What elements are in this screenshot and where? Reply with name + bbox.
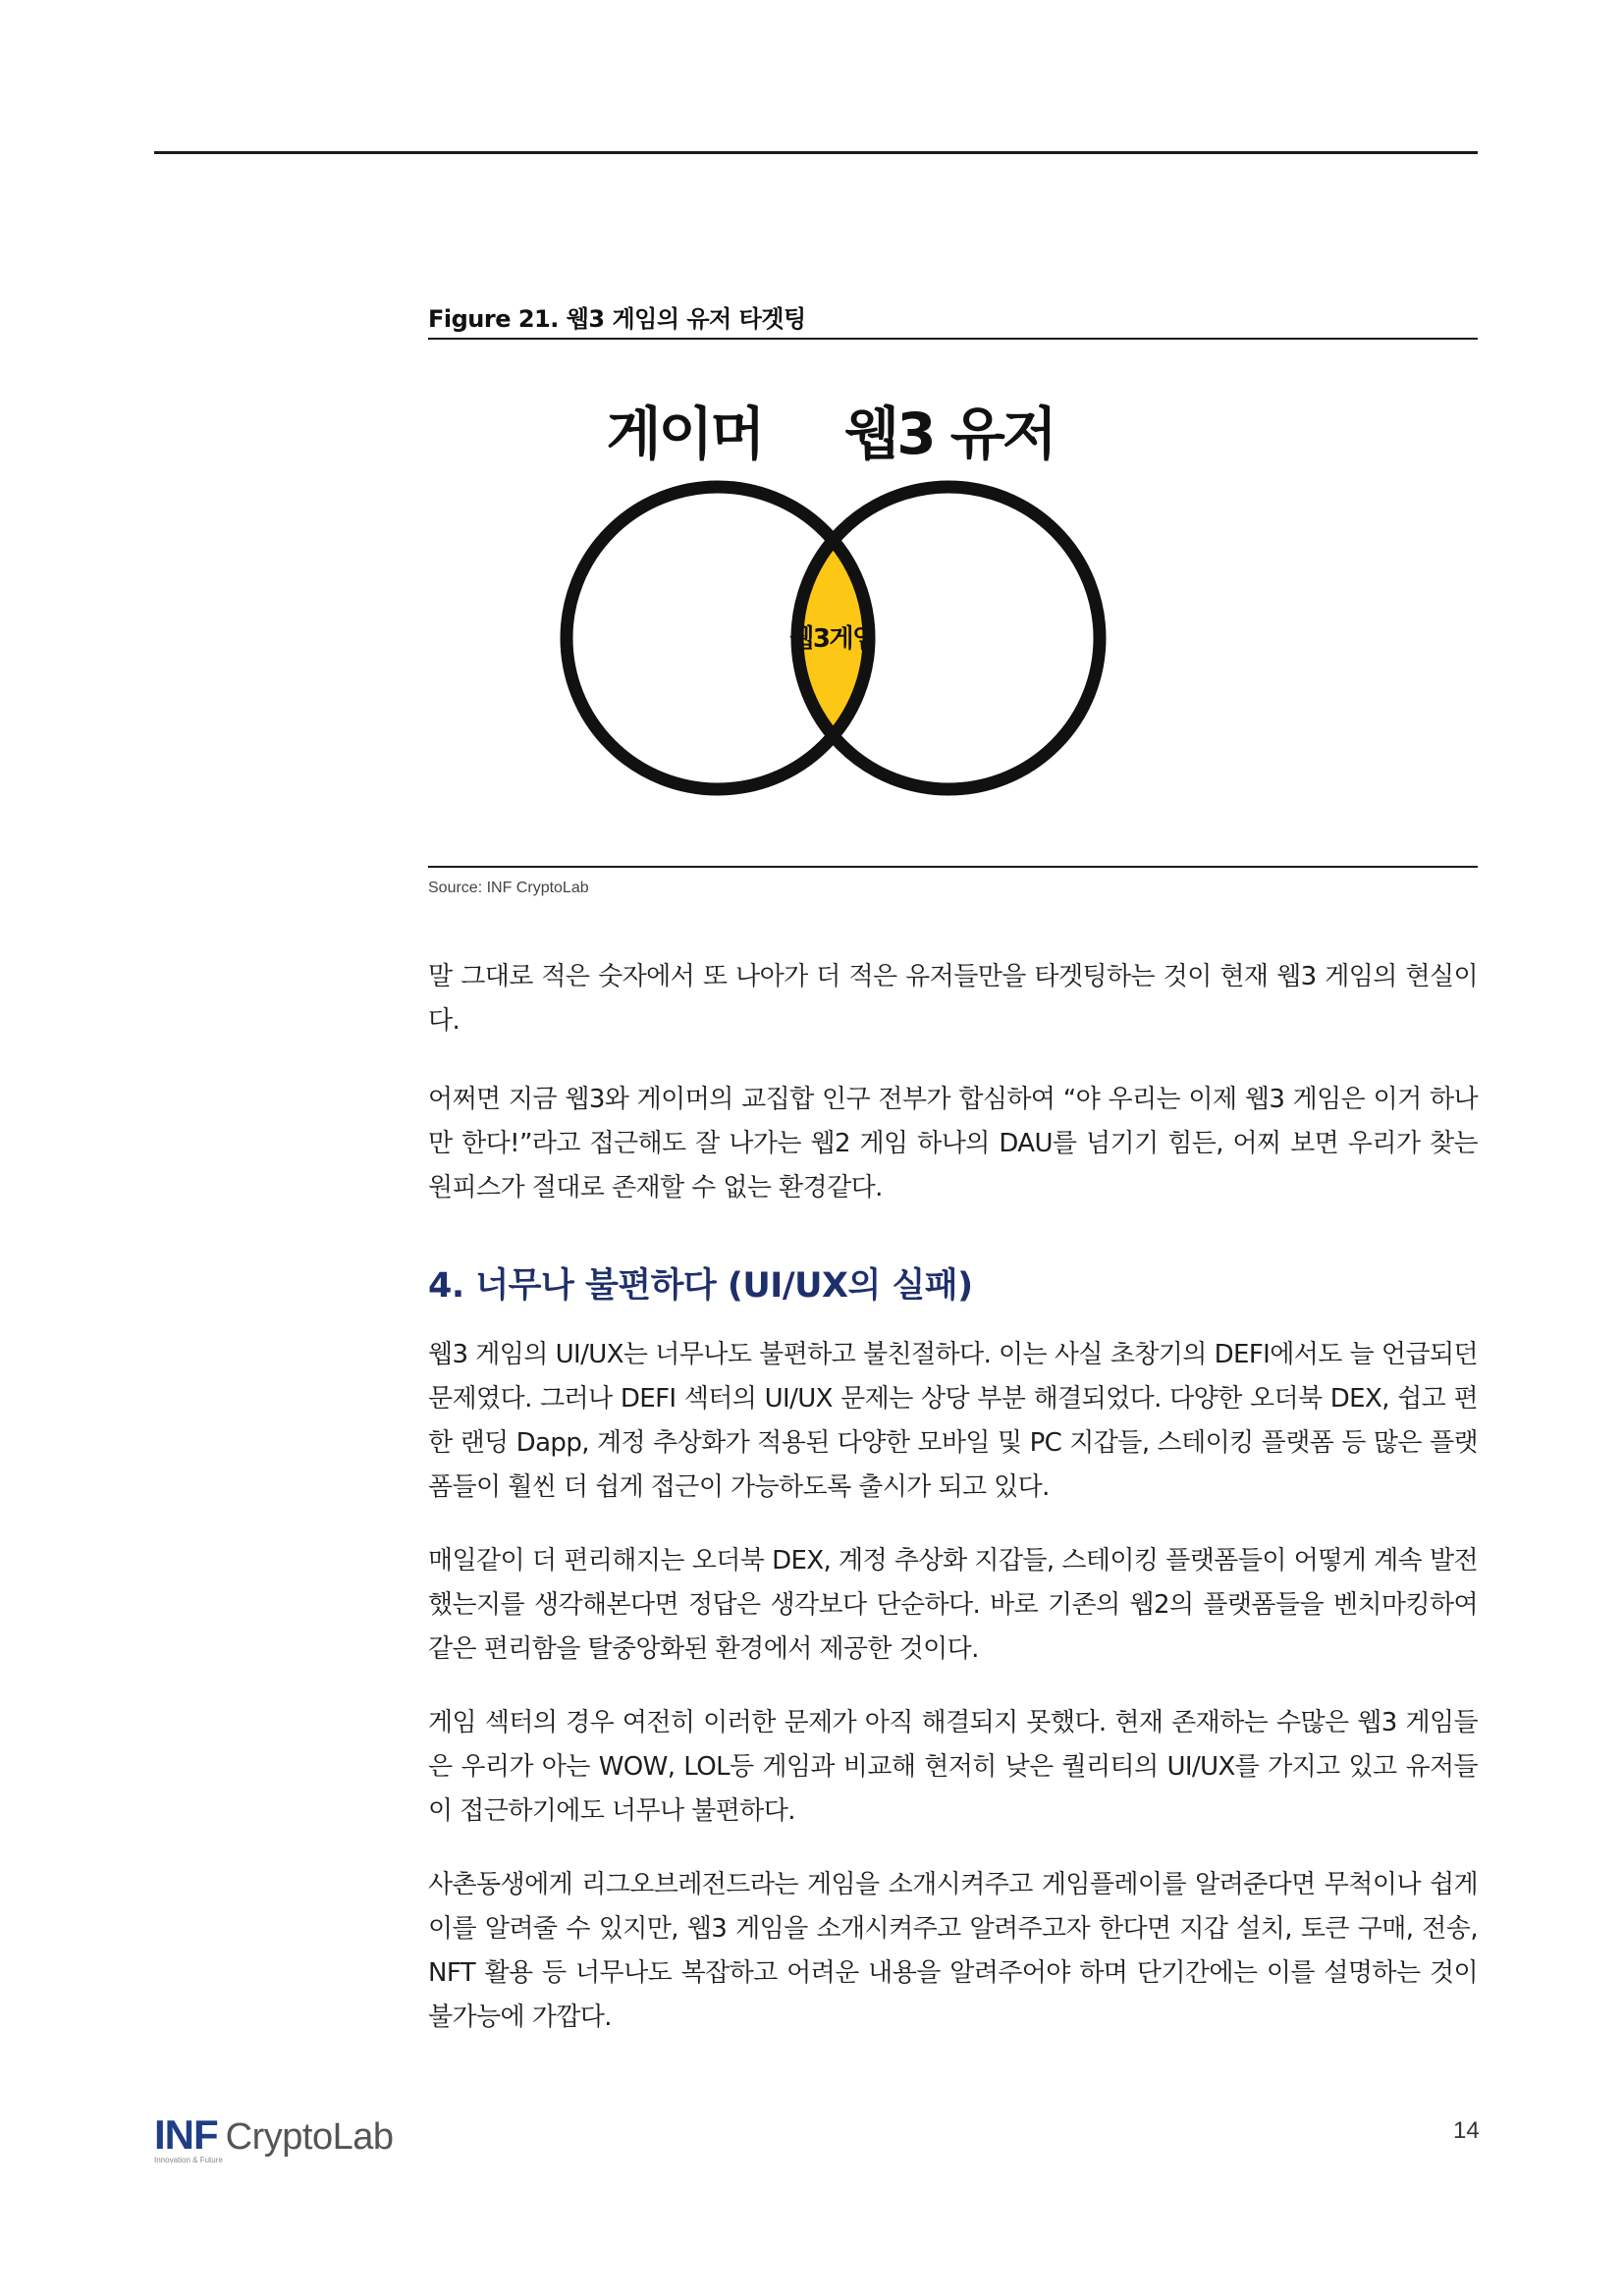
venn-diagram bbox=[428, 363, 1478, 854]
logo-tagline: Innovation & Future bbox=[154, 2156, 223, 2164]
header-rule bbox=[154, 151, 1478, 154]
figure-top-rule bbox=[428, 338, 1478, 340]
section-heading: 4. 너무나 불편하다 (UI/UX의 실패) bbox=[428, 1266, 973, 1306]
venn-svg bbox=[428, 363, 1478, 854]
figure-caption: Figure 21. 웹3 게임의 유저 타겟팅 bbox=[428, 305, 806, 333]
page-number: 14 bbox=[1453, 2117, 1480, 2144]
logo-inf-text: INF bbox=[154, 2111, 218, 2158]
section-paragraph: 웹3 게임의 UI/UX는 너무나도 불편하고 불친절하다. 이는 사실 초창기의 DEFI에서도 늘 언급되던 문제였다. 그러나 DEFI 섹터의 UI/UX 문제는 상당 부분 해결되었다. 다양한 오더북 DEX, 쉽고 편한 랜딩 Dapp, 계정 추상화가 적용된 다양한 모바일 및 PC 지갑들, 스테이킹 플랫폼 등 많은 플랫폼들이 훨씬 더 쉽게 접근이 가능하도록 출시가 되고 있다. bbox=[428, 1340, 1478, 1502]
body-paragraph: 어쩌면 지금 웹3와 게이머의 교집합 인구 전부가 합심하여 “야 우리는 이제 웹3 게임은 이거 하나만 한다!”라고 접근해도 잘 나가는 웹2 게임 하나의 DAU를 넘기기 힘든, 어찌 보면 우리가 찾는 원피스가 절대로 존재할 수 없는 환경같다. bbox=[428, 1085, 1478, 1202]
body-paragraph: 말 그대로 적은 숫자에서 또 나아가 더 적은 유저들만을 타겟팅하는 것이 현재 웹3 게임의 현실이다. bbox=[428, 962, 1478, 1036]
section-paragraph: 매일같이 더 편리해지는 오더북 DEX, 계정 추상화 지갑들, 스테이킹 플랫폼들이 어떻게 계속 발전했는지를 생각해본다면 정답은 생각보다 단순하다. 바로 기존의 웹2의 플랫폼들을 벤치마킹하여 같은 편리함을 탈중앙화된 환경에서 제공한 것이다. bbox=[428, 1546, 1478, 1664]
intersection-label: 웹3게임 bbox=[789, 624, 876, 654]
brand-logo bbox=[154, 2111, 393, 2159]
right-set-label: 웹3 유저 bbox=[844, 400, 1055, 467]
section-paragraph: 게임 섹터의 경우 여전히 이러한 문제가 아직 해결되지 못했다. 현재 존재하는 수많은 웹3 게임들은 우리가 아는 WOW, LOL등 게임과 비교해 현저히 낮은 퀄리티의 UI/UX를 가지고 있고 유저들이 접근하기에도 너무나 불편하다. bbox=[428, 1708, 1478, 1826]
figure-bottom-rule bbox=[428, 866, 1478, 868]
left-set-label: 게이머 bbox=[606, 400, 763, 467]
figure-source: Source: INF CryptoLab bbox=[428, 880, 589, 896]
section-paragraph: 사촌동생에게 리그오브레전드라는 게임을 소개시켜주고 게임플레이를 알려준다면 무척이나 쉽게 이를 알려줄 수 있지만, 웹3 게임을 소개시켜주고 알려주고자 한다면 지갑 설치, 토큰 구매, 전송, NFT 활용 등 너무나도 복잡하고 어려운 내용을 알려주어야 하며 단기간에는 이를 설명하는 것이 불가능에 가깝다. bbox=[428, 1870, 1478, 2032]
logo-cryptolab-text: CryptoLab bbox=[225, 2116, 394, 2158]
